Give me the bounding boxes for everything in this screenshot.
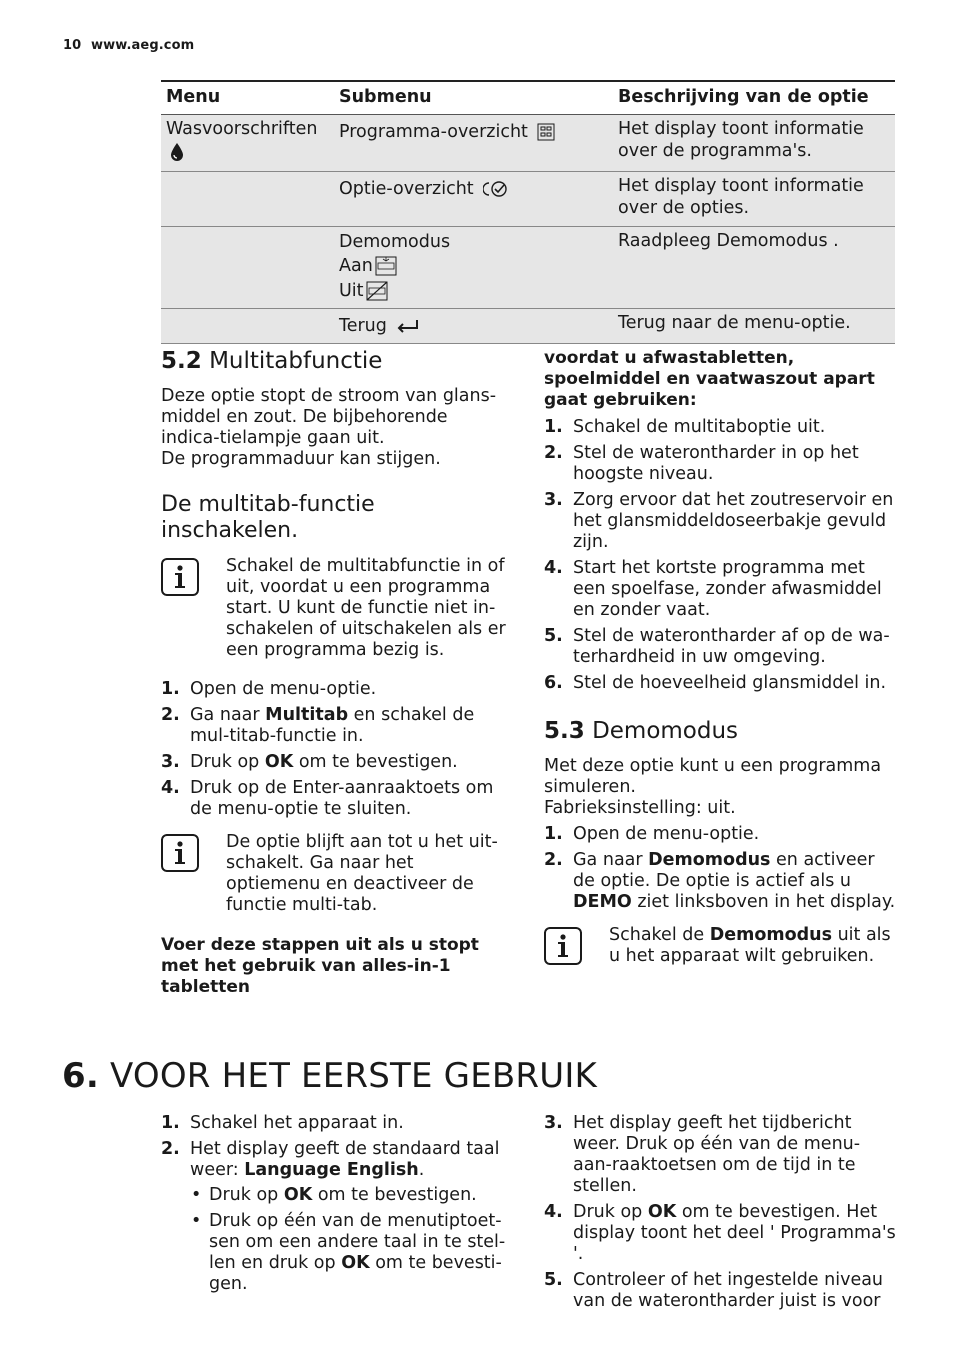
- cell-submenu: [334, 308, 613, 343]
- header-submenu: Submenu: [334, 81, 613, 114]
- list-item: [544, 1113, 896, 1197]
- list-item: [544, 673, 896, 694]
- table-row: [161, 308, 895, 343]
- submenu-terug: Terug: [339, 315, 387, 336]
- step-bold: OK: [264, 752, 294, 772]
- info-icon: [544, 927, 582, 965]
- chapter-number: 6.: [62, 1056, 99, 1096]
- cell-submenu: [334, 226, 613, 308]
- return-arrow-icon: [396, 319, 420, 333]
- step-number: 5.: [544, 626, 563, 646]
- demo-on-icon: [375, 256, 397, 276]
- step-text: Schakel het apparaat in.: [190, 1113, 404, 1133]
- cell-description: Het display toont informatie over de opties.: [613, 171, 895, 226]
- demo-aan-label: Aan: [339, 256, 373, 276]
- step-text: om te bevestigen.: [293, 752, 458, 772]
- info-text-bold: Demomodus: [709, 925, 832, 945]
- step-bold: Language English: [244, 1160, 419, 1180]
- step-text: ziet linksboven in het display.: [631, 892, 896, 912]
- section-5-3-title: [544, 716, 896, 746]
- list-item: [190, 1185, 511, 1206]
- step-number: 4.: [544, 558, 563, 578]
- cell-menu: [161, 308, 334, 343]
- step-text: Controleer of het ingestelde niveau van de waterontharder juist is voor: [573, 1270, 884, 1311]
- step-text: Schakel de multitaboptie uit.: [573, 417, 826, 437]
- page-header: [63, 38, 194, 53]
- step-text: Stel de waterontharder af op de wa-terhardheid in uw omgeving.: [573, 626, 890, 667]
- list-item: [161, 778, 511, 820]
- info-note: [161, 556, 511, 661]
- step-text: Stel de hoeveelheid glansmiddel in.: [573, 673, 887, 693]
- first-use-steps-continued: [544, 1113, 896, 1312]
- alles-in-1-note: Voer deze stappen uit als u stopt met het gebruik van alles-in-1 tabletten: [161, 935, 479, 997]
- step-number: 6.: [544, 673, 563, 693]
- chapter6-right-column: [544, 1113, 896, 1317]
- submenu-demo-uit: [339, 279, 608, 304]
- table-row: [161, 114, 895, 171]
- section-number: 5.2: [161, 348, 202, 374]
- option-check-icon: [483, 180, 509, 198]
- step-bold: Demomodus: [648, 850, 771, 870]
- submenu-demo-aan: [339, 254, 608, 279]
- info-icon: [161, 558, 199, 596]
- sec52-subtitle: De multitab-functie inschakelen.: [161, 492, 375, 543]
- table-row: [161, 226, 895, 308]
- table-row: [161, 171, 895, 226]
- chapter6-left-column: [161, 1113, 511, 1300]
- step-text: Druk op: [190, 752, 265, 772]
- header-description: Beschrijving van de optie: [613, 81, 895, 114]
- info-note: [161, 832, 511, 916]
- left-column: [161, 346, 511, 998]
- sec52-intro2: De programmaduur kan stijgen.: [161, 449, 441, 469]
- list-item: [544, 1270, 896, 1312]
- separate-products-steps: [544, 417, 896, 694]
- bullet-text: Druk op één van de menutiptoet-sen om een andere taal in te stel-len en druk op: [209, 1211, 506, 1273]
- demomodus-steps: [544, 824, 896, 913]
- cell-menu: [161, 171, 334, 226]
- cell-submenu: [334, 171, 613, 226]
- info-text: [609, 925, 896, 967]
- info-text: De optie blijft aan tot u het uit-schakelt. Ga naar het optiemenu en deactiveer de functie multi-tab.: [226, 832, 498, 915]
- step-text: Druk op: [573, 1202, 648, 1222]
- bullet-bold: OK: [341, 1253, 370, 1273]
- list-item: [161, 705, 511, 747]
- list-item: [544, 1202, 896, 1265]
- header-menu: Menu: [161, 81, 334, 114]
- menu-wasvoorschriften: Wasvoorschriften: [166, 118, 318, 139]
- chapter-6-title: [62, 1054, 597, 1098]
- step-number: 2.: [544, 443, 563, 463]
- program-overview-icon: [537, 123, 555, 141]
- step-text: om te bevestigen. Het display toont het deel ' Programma's '.: [573, 1202, 896, 1264]
- table-header-row: [161, 81, 895, 114]
- step-number: 3.: [161, 752, 180, 772]
- cell-description: Terug naar de menu-optie.: [613, 308, 895, 343]
- step-number: 2.: [161, 705, 180, 725]
- step-text: en activeer de optie. De optie is actief als u: [573, 850, 875, 891]
- first-use-steps: [161, 1113, 511, 1295]
- list-item: [161, 1139, 511, 1295]
- info-text-part: Schakel de: [609, 925, 710, 945]
- step-text: Open de menu-optie.: [190, 679, 377, 699]
- step-text: Het display geeft de standaard taal weer:: [190, 1139, 500, 1180]
- step-number: 3.: [544, 490, 563, 510]
- info-text-part: uit als u het apparaat wilt gebruiken.: [609, 925, 891, 966]
- list-item: [544, 490, 896, 553]
- step-number: 4.: [544, 1202, 563, 1222]
- demo-uit-label: Uit: [339, 280, 364, 301]
- step-number: 5.: [544, 1270, 563, 1290]
- language-bullets: [190, 1185, 511, 1295]
- step-text: Ga naar: [573, 850, 649, 870]
- step-text: Het display geeft het tijdbericht weer. Druk op één van de menu-aan-raaktoetsen om de tijd in te stellen.: [573, 1113, 861, 1196]
- step-bold: DEMO: [573, 892, 632, 912]
- list-item: [161, 1113, 511, 1134]
- step-text: Open de menu-optie.: [573, 824, 760, 844]
- submenu-optie-overzicht: Optie-overzicht: [339, 178, 474, 199]
- step-bold: Multitab: [265, 705, 349, 725]
- bullet-bold: OK: [283, 1185, 313, 1205]
- bullet-text: om te bevestigen.: [312, 1185, 477, 1205]
- step-number: 4.: [161, 778, 180, 798]
- multitab-steps: [161, 679, 511, 820]
- step-text: Start het kortste programma met een spoelfase, zonder afwasmiddel en zonder vaat.: [573, 558, 882, 620]
- list-item: [544, 626, 896, 668]
- continuation-bold: voordat u afwastabletten, spoelmiddel en vaatwaszout apart gaat gebruiken:: [544, 348, 875, 410]
- sec53-intro2: Fabrieksinstelling: uit.: [544, 798, 736, 818]
- bullet-text: Druk op: [209, 1185, 284, 1205]
- section-title-text: Demomodus: [592, 718, 739, 744]
- step-number: 3.: [544, 1113, 563, 1133]
- info-text: Schakel de multitabfunctie in of uit, voordat u een programma start. U kunt de functie niet in-schakelen of uitschakelen als er een programma bezig is.: [226, 556, 506, 660]
- chapter-title-text: VOOR HET EERSTE GEBRUIK: [110, 1056, 598, 1096]
- demo-off-icon: [366, 281, 388, 301]
- drop-icon: [170, 142, 184, 162]
- list-item: [190, 1211, 511, 1295]
- menu-options-table: [161, 80, 895, 344]
- step-number: 1.: [544, 824, 563, 844]
- site-url: www.aeg.com: [91, 38, 195, 53]
- step-text: Ga naar: [190, 705, 266, 725]
- bullet-text: om te bevesti-gen.: [209, 1253, 502, 1294]
- list-item: [161, 752, 511, 773]
- cell-menu: [161, 226, 334, 308]
- step-text: Stel de waterontharder in op het hoogste niveau.: [573, 443, 859, 484]
- step-number: 1.: [544, 417, 563, 437]
- section-5-2-title: [161, 346, 511, 376]
- list-item: [544, 850, 896, 913]
- page-number: 10: [63, 38, 82, 53]
- submenu-demomodus: Demomodus: [339, 231, 451, 252]
- step-text: .: [418, 1160, 425, 1180]
- step-text: Zorg ervoor dat het zoutreservoir en het glansmiddeldoseerbakje gevuld zijn.: [573, 490, 894, 552]
- step-text: Druk op de Enter-aanraaktoets om de menu-optie te sluiten.: [190, 778, 494, 819]
- list-item: [161, 679, 511, 700]
- cell-menu: [161, 114, 334, 171]
- list-item: [544, 417, 896, 438]
- step-number: 2.: [161, 1139, 180, 1159]
- cell-description: Het display toont informatie over de programma's.: [613, 114, 895, 171]
- step-number: 1.: [161, 679, 180, 699]
- step-number: 1.: [161, 1113, 180, 1133]
- step-bold: OK: [647, 1202, 677, 1222]
- list-item: [544, 558, 896, 621]
- step-number: 2.: [544, 850, 563, 870]
- step-text: en schakel de mul-titab-functie in.: [190, 705, 475, 746]
- cell-description: Raadpleeg Demomodus .: [613, 226, 895, 308]
- sec53-intro: Met deze optie kunt u een programma simuleren.: [544, 756, 882, 797]
- cell-submenu: [334, 114, 613, 171]
- info-icon: [161, 834, 199, 872]
- list-item: [544, 824, 896, 845]
- submenu-programma-overzicht: Programma-overzicht: [339, 121, 528, 142]
- section-title-text: Multitabfunctie: [209, 348, 383, 374]
- section-number: 5.3: [544, 718, 585, 744]
- sec52-intro: Deze optie stopt de stroom van glans-middel en zout. De bijbehorende indica-tielampje gaan uit.: [161, 386, 497, 448]
- list-item: [544, 443, 896, 485]
- right-column: [544, 346, 896, 979]
- info-note: [544, 925, 896, 969]
